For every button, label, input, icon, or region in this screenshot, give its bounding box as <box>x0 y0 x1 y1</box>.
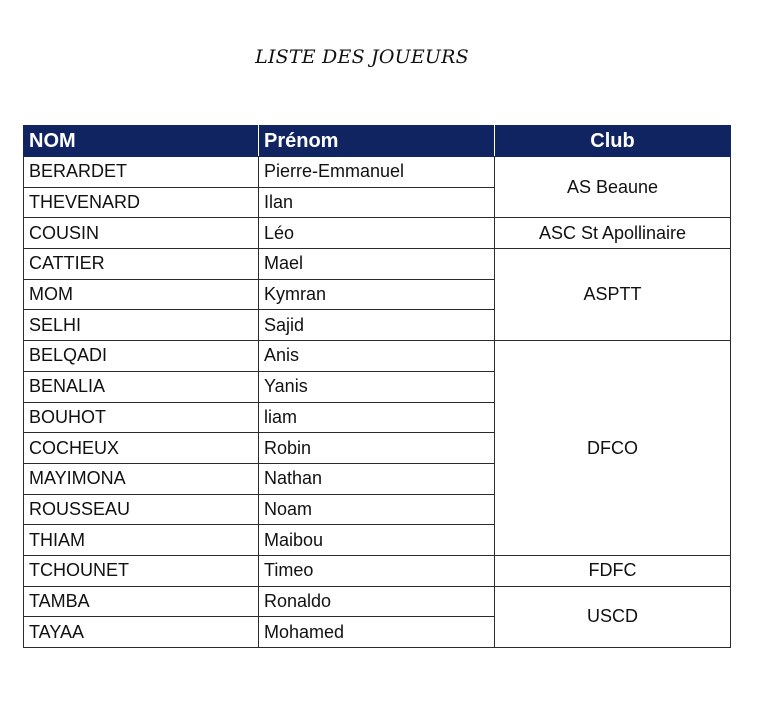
cell-nom: THIAM <box>24 525 259 556</box>
cell-club: USCD <box>495 586 731 647</box>
table-row <box>24 555 731 586</box>
cell-prenom: Mael <box>259 249 495 280</box>
cell-prenom: liam <box>259 402 495 433</box>
cell-nom: CATTIER <box>24 249 259 280</box>
cell-nom: TCHOUNET <box>24 555 259 586</box>
page-title: LISTE DES JOUEURS <box>255 46 469 68</box>
column-header-nom: NOM <box>24 126 259 157</box>
cell-nom: TAMBA <box>24 586 259 617</box>
cell-nom: SELHI <box>24 310 259 341</box>
cell-prenom: Sajid <box>259 310 495 341</box>
table-row <box>24 157 731 188</box>
table-row <box>24 341 731 372</box>
table-row <box>24 586 731 617</box>
cell-club: ASC St Apollinaire <box>495 218 731 249</box>
cell-prenom: Timeo <box>259 555 495 586</box>
cell-prenom: Anis <box>259 341 495 372</box>
cell-nom: TAYAA <box>24 617 259 648</box>
cell-nom: BELQADI <box>24 341 259 372</box>
cell-nom: BERARDET <box>24 157 259 188</box>
cell-nom: THEVENARD <box>24 187 259 218</box>
column-header-prenom: Prénom <box>259 126 495 157</box>
cell-prenom: Maibou <box>259 525 495 556</box>
cell-prenom: Noam <box>259 494 495 525</box>
cell-nom: MAYIMONA <box>24 463 259 494</box>
cell-club: FDFC <box>495 555 731 586</box>
cell-prenom: Yanis <box>259 371 495 402</box>
cell-prenom: Robin <box>259 433 495 464</box>
cell-prenom: Nathan <box>259 463 495 494</box>
cell-prenom: Pierre-Emmanuel <box>259 157 495 188</box>
cell-prenom: Ronaldo <box>259 586 495 617</box>
players-table <box>23 125 731 648</box>
cell-club: ASPTT <box>495 249 731 341</box>
column-header-club: Club <box>495 126 731 157</box>
table-row <box>24 218 731 249</box>
table-row <box>24 249 731 280</box>
cell-prenom: Kymran <box>259 279 495 310</box>
cell-prenom: Mohamed <box>259 617 495 648</box>
cell-prenom: Léo <box>259 218 495 249</box>
cell-nom: COUSIN <box>24 218 259 249</box>
cell-nom: BOUHOT <box>24 402 259 433</box>
cell-nom: BENALIA <box>24 371 259 402</box>
cell-nom: ROUSSEAU <box>24 494 259 525</box>
cell-club: AS Beaune <box>495 157 731 218</box>
table-header-row <box>24 126 731 157</box>
cell-nom: MOM <box>24 279 259 310</box>
cell-prenom: Ilan <box>259 187 495 218</box>
cell-nom: COCHEUX <box>24 433 259 464</box>
cell-club: DFCO <box>495 341 731 556</box>
